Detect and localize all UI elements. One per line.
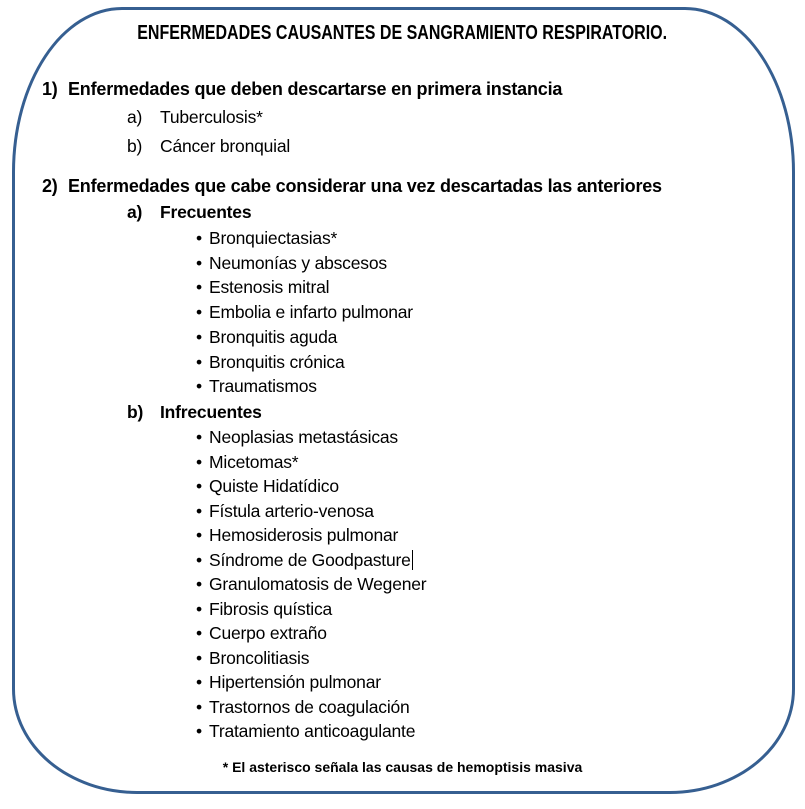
bullet-icon: •: [196, 427, 202, 447]
bullet-label: Tratamiento anticoagulante: [209, 721, 416, 741]
section-1-heading-text: Enfermedades que deben descartarse en primera instancia: [68, 79, 563, 99]
bullet-item-with-caret: [196, 548, 413, 572]
bullet-item: [196, 646, 309, 670]
group-a-heading: [127, 200, 251, 224]
bullet-icon: •: [196, 623, 202, 643]
bullet-item: [196, 350, 345, 374]
bullet-icon: •: [196, 302, 202, 322]
bullet-label: Estenosis mitral: [209, 277, 330, 297]
bullet-label: Cuerpo extraño: [209, 623, 327, 643]
bullet-item: [196, 695, 410, 719]
section-1-number: 1): [42, 79, 58, 99]
bullet-item: [196, 670, 381, 694]
bullet-icon: •: [196, 501, 202, 521]
bullet-label: Granulomatosis de Wegener: [209, 574, 427, 594]
bullet-icon: •: [196, 672, 202, 692]
bullet-item: [196, 499, 374, 523]
bullet-icon: •: [196, 550, 202, 570]
bullet-label: Traumatismos: [209, 376, 317, 396]
bullet-icon: •: [196, 697, 202, 717]
footnote: [0, 759, 805, 775]
section-1-item-b: [127, 134, 290, 158]
bullet-label: Quiste Hidatídico: [209, 476, 339, 496]
bullet-label: Síndrome de Goodpasture: [209, 550, 411, 570]
bullet-item: [196, 300, 413, 324]
bullet-label: Bronquiectasias*: [209, 228, 338, 248]
bullet-icon: •: [196, 648, 202, 668]
bullet-label: Hipertensión pulmonar: [209, 672, 381, 692]
bullet-item: [196, 251, 387, 275]
bullet-icon: •: [196, 574, 202, 594]
bullet-icon: •: [196, 228, 202, 248]
section-2-heading: [42, 174, 662, 198]
page-title: [0, 22, 805, 45]
bullet-item: [196, 226, 337, 250]
item-label: Tuberculosis*: [160, 107, 263, 127]
bullet-item: [196, 474, 339, 498]
bullet-label: Neoplasias metastásicas: [209, 427, 398, 447]
bullet-icon: •: [196, 452, 202, 472]
bullet-item: [196, 597, 332, 621]
section-2-number: 2): [42, 176, 58, 196]
bullet-label: Neumonías y abscesos: [209, 253, 387, 273]
bullet-label: Bronquitis aguda: [209, 327, 338, 347]
bullet-item: [196, 325, 337, 349]
bullet-item: [196, 425, 398, 449]
group-label: Infrecuentes: [160, 402, 262, 422]
bullet-label: Micetomas*: [209, 452, 299, 472]
bullet-icon: •: [196, 327, 202, 347]
bullet-icon: •: [196, 525, 202, 545]
bullet-item: [196, 450, 298, 474]
bullet-label: Embolia e infarto pulmonar: [209, 302, 413, 322]
bullet-icon: •: [196, 476, 202, 496]
footnote-text: * El asterisco señala las causas de hemoptisis masiva: [222, 759, 583, 775]
group-letter: b): [127, 402, 144, 422]
section-1-item-a: [127, 105, 263, 129]
page-title-text: ENFERMEDADES CAUSANTES DE SANGRAMIENTO RESPIRATORIO.: [137, 22, 668, 44]
group-b-heading: [127, 400, 262, 424]
group-letter: a): [127, 202, 143, 222]
bullet-label: Bronquitis crónica: [209, 352, 345, 372]
bullet-icon: •: [196, 721, 202, 741]
item-label: Cáncer bronquial: [160, 136, 291, 156]
section-1-heading: [42, 77, 562, 101]
bullet-item: [196, 572, 426, 596]
bullet-icon: •: [196, 376, 202, 396]
bullet-label: Fibrosis quística: [209, 599, 333, 619]
bullet-label: Broncolitiasis: [209, 648, 310, 668]
bullet-item: [196, 621, 327, 645]
section-2-heading-text: Enfermedades que cabe considerar una vez descartadas las anteriores: [68, 176, 662, 196]
bullet-item: [196, 275, 329, 299]
bullet-icon: •: [196, 599, 202, 619]
bullet-label: Hemosiderosis pulmonar: [209, 525, 399, 545]
text-caret: [412, 550, 414, 570]
item-letter: b): [127, 136, 143, 156]
bullet-label: Trastornos de coagulación: [209, 697, 410, 717]
bullet-item: [196, 374, 317, 398]
bullet-icon: •: [196, 352, 202, 372]
item-letter: a): [127, 107, 143, 127]
group-label: Frecuentes: [160, 202, 252, 222]
bullet-item: [196, 523, 398, 547]
bullet-label: Fístula arterio-venosa: [209, 501, 374, 521]
bullet-icon: •: [196, 277, 202, 297]
bullet-icon: •: [196, 253, 202, 273]
bullet-item: [196, 719, 415, 743]
